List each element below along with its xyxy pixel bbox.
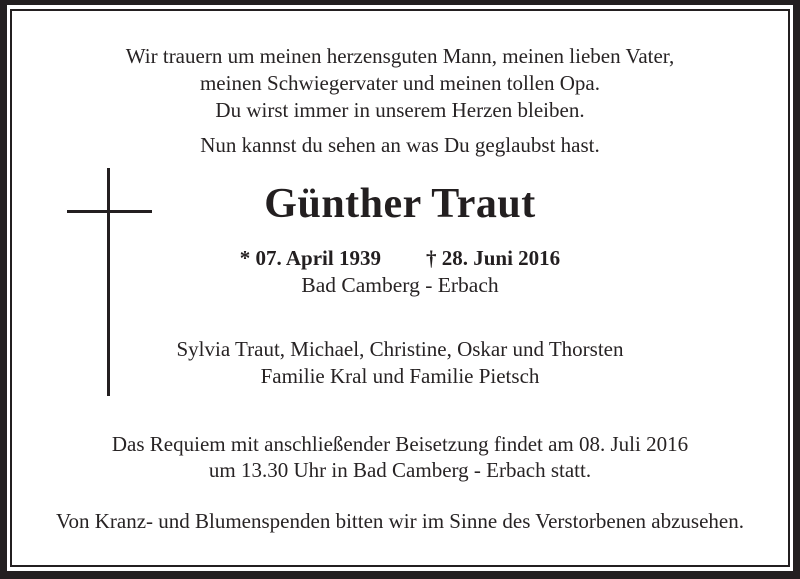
place-line: Bad Camberg - Erbach	[301, 273, 499, 297]
service-line-2: um 13.30 Uhr in Bad Camberg - Erbach statt.	[208, 458, 592, 482]
donation-note: Von Kranz- und Blumenspenden bitten wir im Sinne des Verstorbenen abzusehen.	[56, 509, 744, 533]
intro-line-1: Wir trauern um meinen herzensguten Mann, meinen lieben Vater,	[125, 44, 675, 68]
life-dates	[0, 246, 800, 271]
service-info	[0, 431, 800, 483]
intro-line-3: Du wirst immer in unserem Herzen bleiben.	[215, 98, 585, 122]
mourners-line-1: Sylvia Traut, Michael, Christine, Oskar und Thorsten	[176, 337, 624, 361]
intro-line-2: meinen Schwiegervater und meinen tollen Opa.	[199, 71, 601, 95]
birth-date: * 07. April 1939	[239, 246, 381, 270]
death-date: † 28. Juni 2016	[425, 246, 561, 270]
faith-line: Nun kannst du sehen an was Du geglaubst hast.	[200, 133, 600, 157]
service-line-1: Das Requiem mit anschließender Beisetzung findet am 08. Juli 2016	[111, 432, 689, 456]
mourners-line-2: Familie Kral und Familie Pietsch	[260, 364, 540, 388]
deceased-name: Günther Traut	[264, 181, 536, 227]
mourners-text	[0, 336, 800, 390]
intro-text	[0, 43, 800, 124]
